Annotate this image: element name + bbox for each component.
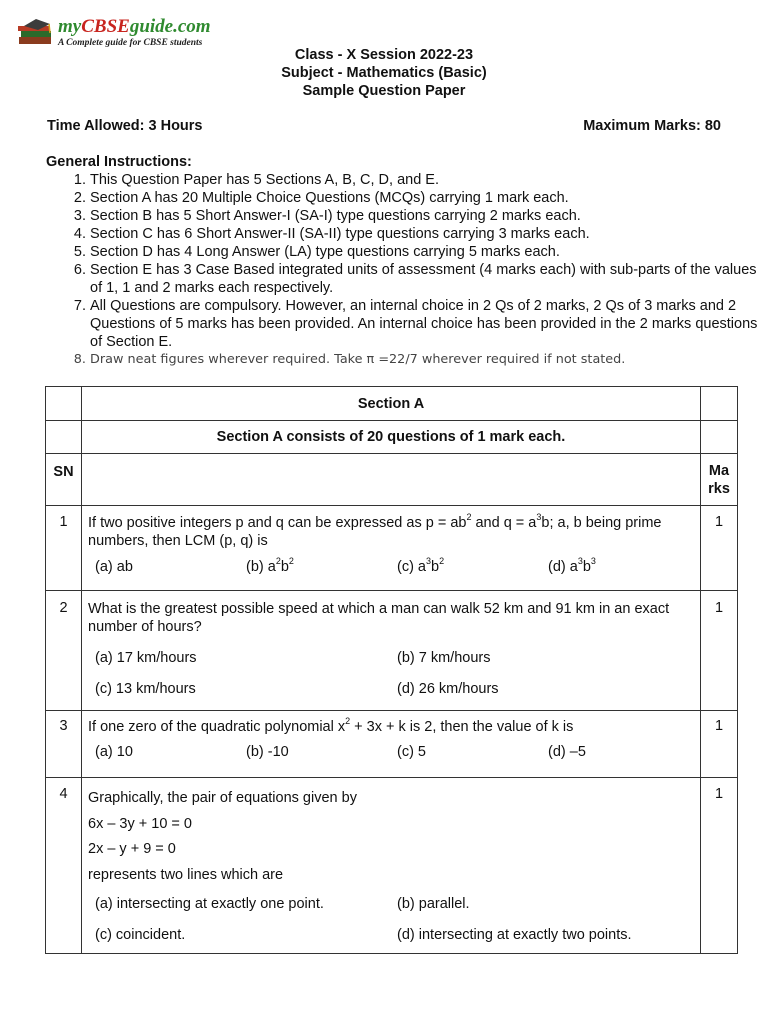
- options-row: [82, 744, 700, 760]
- option-c: (c) 13 km/hours: [95, 681, 196, 697]
- question-number: 4: [46, 778, 82, 954]
- question-body: [82, 711, 701, 778]
- subject: Subject - Mathematics (Basic): [281, 65, 487, 81]
- question-row: [46, 506, 738, 591]
- section-desc-row: [46, 421, 738, 454]
- option-d: (d) $a^3b^3$: [548, 556, 596, 575]
- marks-header: Ma rks: [701, 454, 738, 506]
- option-c: (c) $a^3b^2$: [397, 556, 445, 575]
- paper-header: [0, 46, 768, 100]
- question-number: 2: [46, 591, 82, 711]
- question-number: 1: [46, 506, 82, 591]
- books-icon: [16, 18, 56, 48]
- option-a: (a) 10: [95, 744, 133, 760]
- option-b: (b) parallel.: [397, 896, 470, 912]
- instruction-item: 3. Section B has 5 Short Answer-I (SA-I) type questions carrying 2 marks each.: [90, 207, 768, 225]
- question-body: [82, 778, 701, 954]
- equation-1: 6x – 3y + 10 = 0: [88, 815, 192, 832]
- option-c: (c) coincident.: [95, 927, 186, 943]
- options-row: [82, 896, 700, 912]
- question-body: [82, 591, 701, 711]
- instruction-item: 8. Draw neat figures wherever required. Take π =22/7 wherever required if not stated.: [90, 351, 768, 369]
- instructions-list: [52, 171, 768, 369]
- question-row: [46, 711, 738, 778]
- question-marks: 1: [701, 506, 738, 591]
- question-marks: 1: [701, 711, 738, 778]
- instruction-item: 7. All Questions are compulsory. However, an internal choice in 2 Qs of 2 marks, 2 Qs of 3 marks and 2 Questions of 5 marks has been provided. An internal choice has been provided in the 2 marks questions of Section E.: [90, 297, 768, 351]
- option-c: (c) 5: [397, 744, 426, 760]
- options-row: [82, 927, 700, 943]
- options-row: [82, 650, 700, 666]
- instruction-item: 6. Section E has 3 Case Based integrated units of assessment (4 marks each) with sub-parts of the values of 1, 1 and 2 marks each respectively.: [90, 261, 768, 297]
- equation-2: 2x – y + 9 = 0: [88, 841, 176, 857]
- questions-table: [45, 386, 738, 954]
- sn-header: SN: [46, 454, 82, 506]
- options-row: [82, 681, 700, 697]
- instruction-item: 2. Section A has 20 Multiple Choice Questions (MCQs) carrying 1 mark each.: [90, 189, 768, 207]
- question-text: If one zero of the quadratic polynomial $x^2 + 3x + k$ is 2, then the value of k is: [88, 716, 574, 735]
- section-title-row: [46, 387, 738, 421]
- option-d: (d) 26 km/hours: [397, 681, 499, 697]
- question-text: What is the greatest possible speed at which a man can walk 52 km and 91 km in an exact number of hours?: [88, 601, 670, 635]
- question-marks: 1: [701, 591, 738, 711]
- class-session: Class - X Session 2022-23: [294, 47, 474, 63]
- logo-tagline: A Complete guide for CBSE students: [58, 38, 203, 48]
- option-a: (a) intersecting at exactly one point.: [95, 896, 324, 912]
- meta-row: [47, 118, 721, 134]
- option-b: (b) 7 km/hours: [397, 650, 491, 666]
- question-text: Graphically, the pair of equations given by 6x – 3y + 10 = 0 2x – y + 9 = 0 represents two lines which are: [82, 778, 700, 888]
- question-body: [82, 506, 701, 591]
- options-row: [82, 556, 700, 575]
- question-row: [46, 778, 738, 954]
- question-row: [46, 591, 738, 711]
- option-b: (b) $a^2b^2$: [246, 556, 294, 575]
- question-marks: 1: [701, 778, 738, 954]
- option-d: (d) intersecting at exactly two points.: [397, 927, 632, 943]
- column-header-row: [46, 454, 738, 506]
- instruction-item: 4. Section C has 6 Short Answer-II (SA-II) type questions carrying 3 marks each.: [90, 225, 768, 243]
- paper-type: Sample Question Paper: [302, 83, 466, 99]
- section-title: Section A: [82, 387, 701, 421]
- instructions-title: General Instructions:: [46, 154, 192, 170]
- logo-brand: myCBSEguide.com: [58, 16, 211, 37]
- question-text: If two positive integers p and q can be expressed as $p = ab^2$ and $q = a^3b$; a, b being prime numbers, then LCM (p, q) is: [88, 512, 662, 549]
- maximum-marks: Maximum Marks: 80: [583, 118, 721, 134]
- option-b: (b) -10: [246, 744, 289, 760]
- section-description: Section A consists of 20 questions of 1 mark each.: [82, 421, 701, 454]
- option-d: (d) –5: [548, 744, 586, 760]
- option-a: (a) 17 km/hours: [95, 650, 197, 666]
- instruction-item: 1. This Question Paper has 5 Sections A, B, C, D, and E.: [90, 171, 768, 189]
- time-allowed: Time Allowed: 3 Hours: [47, 118, 203, 134]
- option-a: (a) ab: [95, 559, 133, 575]
- instruction-item: 5. Section D has 4 Long Answer (LA) type questions carrying 5 marks each.: [90, 243, 768, 261]
- question-number: 3: [46, 711, 82, 778]
